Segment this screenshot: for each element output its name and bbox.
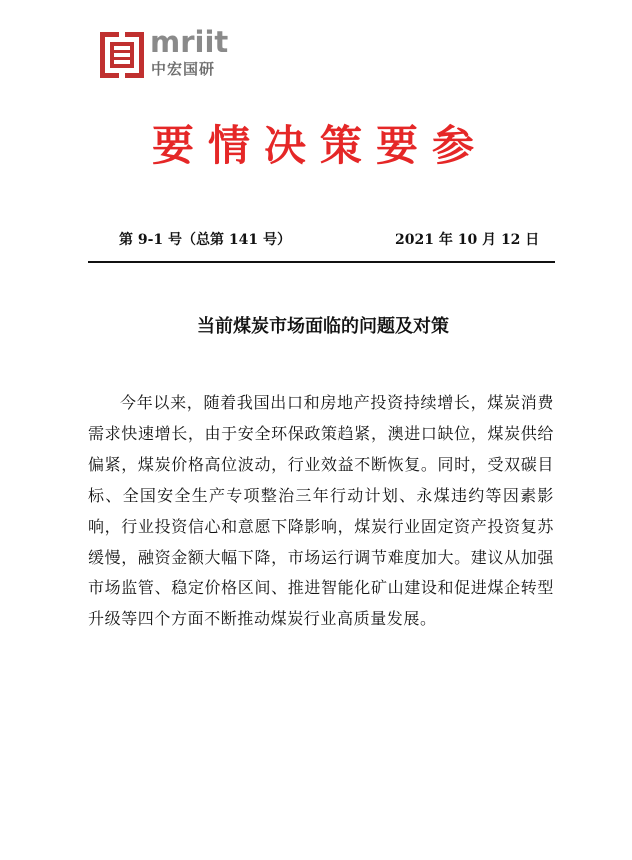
issue-number: 第 9-1 号（总第 141 号） [119, 232, 292, 248]
masthead-title: 要情决策要参 [151, 121, 488, 170]
issue-date: 2021 年 10 月 12 日 [395, 232, 540, 248]
logo-english-text: mriit [150, 25, 229, 59]
header-divider [88, 261, 555, 263]
mriit-logo [100, 25, 230, 79]
article-title: 当前煤炭市场面临的问题及对策 [197, 316, 449, 337]
mriit-logo-mark-icon [100, 32, 144, 78]
article-body: 今年以来，随着我国出口和房地产投资持续增长，煤炭消费需求快速增长，由于安全环保政策趋紧，澳进口缺位，煤炭供给偏紧，煤炭价格高位波动，行业效益不断恢复。同时，受双碳目标、全国安全生产专项整治三年行动计划、永煤违约等因素影响，行业投资信心和意愿下降影响，煤炭行业固定资产投资复苏缓慢，融资金额大幅下降，市场运行调节难度加大。建议从加强市场监管、稳定价格区间、推进智能化矿山建设和促进煤企转型升级等四个方面不断推动煤炭行业高质量发展。 [88, 393, 554, 629]
logo-chinese-text: 中宏国研 [151, 60, 216, 78]
